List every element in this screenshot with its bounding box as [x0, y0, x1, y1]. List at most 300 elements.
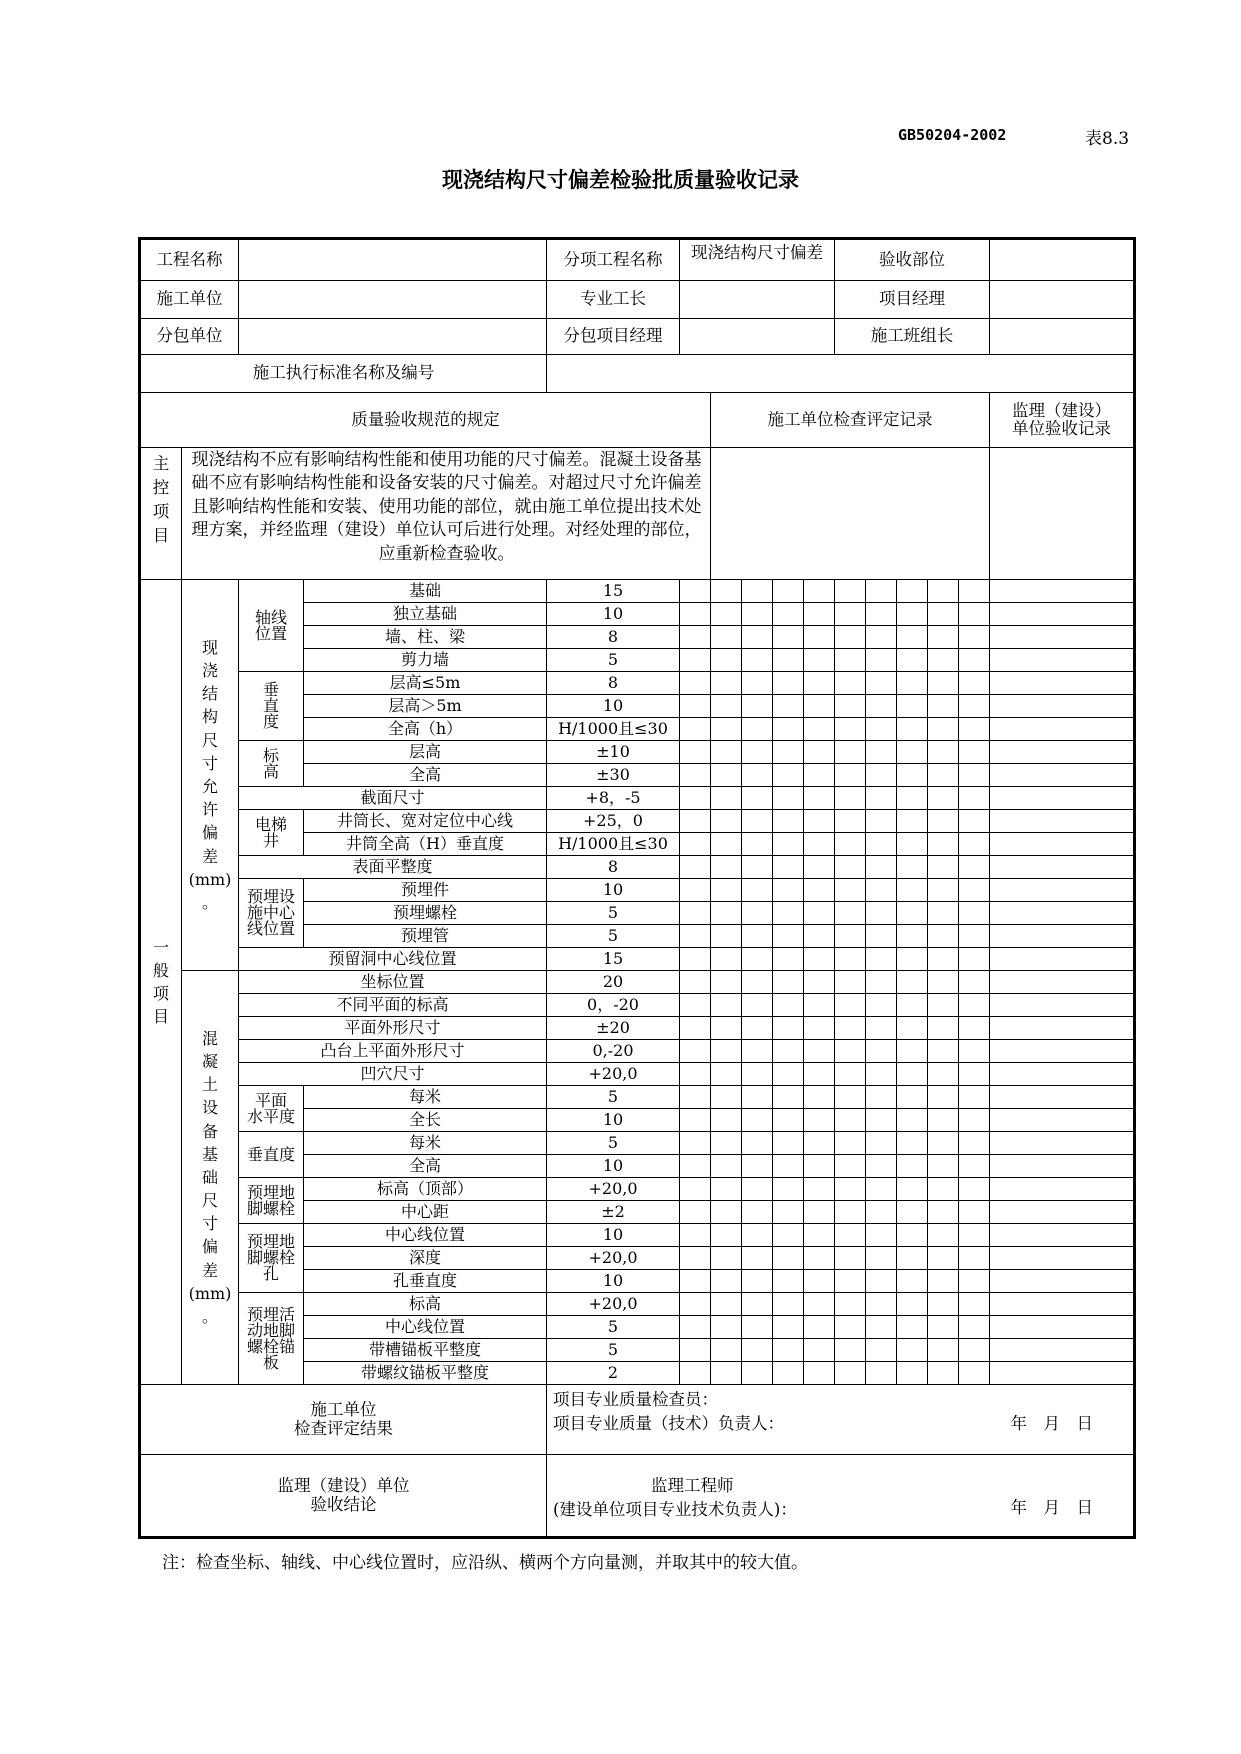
supervision-cell[interactable]: [990, 879, 1135, 902]
supervision-cell[interactable]: [990, 1224, 1135, 1247]
measurement-cell[interactable]: [711, 948, 742, 971]
measurement-cell[interactable]: [773, 1362, 804, 1385]
measurement-cell[interactable]: [897, 902, 928, 925]
supervision-cell[interactable]: [990, 741, 1135, 764]
measurement-cell[interactable]: [804, 1270, 835, 1293]
measurement-cell[interactable]: [835, 1270, 866, 1293]
measurement-cell[interactable]: [711, 810, 742, 833]
measurement-cell[interactable]: [742, 925, 773, 948]
supervision-cell[interactable]: [990, 649, 1135, 672]
supervision-cell[interactable]: [990, 856, 1135, 879]
measurement-cell[interactable]: [680, 1316, 711, 1339]
measurement-cell[interactable]: [866, 994, 897, 1017]
measurement-cell[interactable]: [804, 1017, 835, 1040]
measurement-cell[interactable]: [804, 1086, 835, 1109]
measurement-cell[interactable]: [866, 1063, 897, 1086]
measurement-cell[interactable]: [866, 1178, 897, 1201]
measurement-cell[interactable]: [742, 902, 773, 925]
measurement-cell[interactable]: [835, 1132, 866, 1155]
measurement-cell[interactable]: [773, 1201, 804, 1224]
measurement-cell[interactable]: [928, 879, 959, 902]
measurement-cell[interactable]: [742, 810, 773, 833]
measurement-cell[interactable]: [959, 1247, 990, 1270]
measurement-cell[interactable]: [866, 810, 897, 833]
measurement-cell[interactable]: [835, 764, 866, 787]
measurement-cell[interactable]: [835, 695, 866, 718]
measurement-cell[interactable]: [804, 971, 835, 994]
measurement-cell[interactable]: [835, 971, 866, 994]
measurement-cell[interactable]: [835, 879, 866, 902]
measurement-cell[interactable]: [680, 833, 711, 856]
measurement-cell[interactable]: [773, 764, 804, 787]
measurement-cell[interactable]: [897, 741, 928, 764]
measurement-cell[interactable]: [897, 1063, 928, 1086]
supervision-cell[interactable]: [990, 833, 1135, 856]
measurement-cell[interactable]: [928, 1224, 959, 1247]
measurement-cell[interactable]: [866, 833, 897, 856]
measurement-cell[interactable]: [742, 672, 773, 695]
measurement-cell[interactable]: [928, 1339, 959, 1362]
supervision-cell[interactable]: [990, 603, 1135, 626]
measurement-cell[interactable]: [804, 879, 835, 902]
measurement-cell[interactable]: [897, 1201, 928, 1224]
measurement-cell[interactable]: [897, 879, 928, 902]
measurement-cell[interactable]: [897, 1040, 928, 1063]
supervision-cell[interactable]: [990, 1201, 1135, 1224]
measurement-cell[interactable]: [742, 1178, 773, 1201]
measurement-cell[interactable]: [928, 787, 959, 810]
measurement-cell[interactable]: [711, 580, 742, 603]
measurement-cell[interactable]: [773, 741, 804, 764]
measurement-cell[interactable]: [680, 1270, 711, 1293]
measurement-cell[interactable]: [835, 718, 866, 741]
measurement-cell[interactable]: [928, 1063, 959, 1086]
measurement-cell[interactable]: [773, 1132, 804, 1155]
measurement-cell[interactable]: [773, 649, 804, 672]
measurement-cell[interactable]: [680, 649, 711, 672]
main-item-construction-record[interactable]: [711, 448, 990, 580]
measurement-cell[interactable]: [928, 1362, 959, 1385]
measurement-cell[interactable]: [680, 695, 711, 718]
measurement-cell[interactable]: [804, 1178, 835, 1201]
measurement-cell[interactable]: [804, 1109, 835, 1132]
measurement-cell[interactable]: [897, 1316, 928, 1339]
supervision-cell[interactable]: [990, 1178, 1135, 1201]
measurement-cell[interactable]: [742, 649, 773, 672]
measurement-cell[interactable]: [959, 994, 990, 1017]
measurement-cell[interactable]: [742, 1270, 773, 1293]
measurement-cell[interactable]: [680, 856, 711, 879]
measurement-cell[interactable]: [804, 833, 835, 856]
construction-result-field[interactable]: [547, 1385, 1135, 1455]
measurement-cell[interactable]: [711, 879, 742, 902]
measurement-cell[interactable]: [680, 580, 711, 603]
measurement-cell[interactable]: [680, 810, 711, 833]
measurement-cell[interactable]: [897, 810, 928, 833]
team-leader-field[interactable]: [990, 319, 1135, 355]
measurement-cell[interactable]: [773, 580, 804, 603]
measurement-cell[interactable]: [680, 741, 711, 764]
supervision-cell[interactable]: [990, 1339, 1135, 1362]
measurement-cell[interactable]: [897, 1086, 928, 1109]
measurement-cell[interactable]: [680, 1362, 711, 1385]
measurement-cell[interactable]: [835, 1362, 866, 1385]
measurement-cell[interactable]: [866, 1109, 897, 1132]
measurement-cell[interactable]: [835, 902, 866, 925]
measurement-cell[interactable]: [835, 1178, 866, 1201]
measurement-cell[interactable]: [835, 1247, 866, 1270]
measurement-cell[interactable]: [897, 1270, 928, 1293]
supervision-cell[interactable]: [990, 1063, 1135, 1086]
measurement-cell[interactable]: [680, 948, 711, 971]
measurement-cell[interactable]: [680, 1086, 711, 1109]
supervision-cell[interactable]: [990, 1316, 1135, 1339]
measurement-cell[interactable]: [928, 718, 959, 741]
measurement-cell[interactable]: [959, 1155, 990, 1178]
measurement-cell[interactable]: [928, 925, 959, 948]
measurement-cell[interactable]: [866, 971, 897, 994]
measurement-cell[interactable]: [959, 764, 990, 787]
measurement-cell[interactable]: [680, 1063, 711, 1086]
measurement-cell[interactable]: [804, 925, 835, 948]
measurement-cell[interactable]: [804, 1339, 835, 1362]
measurement-cell[interactable]: [711, 718, 742, 741]
measurement-cell[interactable]: [711, 695, 742, 718]
measurement-cell[interactable]: [773, 1178, 804, 1201]
measurement-cell[interactable]: [866, 1362, 897, 1385]
measurement-cell[interactable]: [711, 1339, 742, 1362]
measurement-cell[interactable]: [897, 787, 928, 810]
measurement-cell[interactable]: [959, 1040, 990, 1063]
measurement-cell[interactable]: [804, 649, 835, 672]
measurement-cell[interactable]: [959, 603, 990, 626]
measurement-cell[interactable]: [711, 672, 742, 695]
measurement-cell[interactable]: [928, 764, 959, 787]
supervision-cell[interactable]: [990, 1270, 1135, 1293]
measurement-cell[interactable]: [742, 741, 773, 764]
measurement-cell[interactable]: [773, 856, 804, 879]
measurement-cell[interactable]: [866, 1040, 897, 1063]
measurement-cell[interactable]: [897, 1178, 928, 1201]
measurement-cell[interactable]: [804, 672, 835, 695]
measurement-cell[interactable]: [866, 626, 897, 649]
measurement-cell[interactable]: [897, 1109, 928, 1132]
measurement-cell[interactable]: [866, 1086, 897, 1109]
supervision-cell[interactable]: [990, 948, 1135, 971]
measurement-cell[interactable]: [959, 1132, 990, 1155]
measurement-cell[interactable]: [711, 856, 742, 879]
measurement-cell[interactable]: [866, 1293, 897, 1316]
measurement-cell[interactable]: [959, 1201, 990, 1224]
measurement-cell[interactable]: [773, 672, 804, 695]
foreman-field[interactable]: [680, 281, 835, 319]
measurement-cell[interactable]: [835, 1040, 866, 1063]
measurement-cell[interactable]: [959, 741, 990, 764]
measurement-cell[interactable]: [680, 971, 711, 994]
measurement-cell[interactable]: [866, 649, 897, 672]
measurement-cell[interactable]: [959, 1270, 990, 1293]
project-name-field[interactable]: [239, 239, 547, 281]
measurement-cell[interactable]: [866, 603, 897, 626]
measurement-cell[interactable]: [680, 1224, 711, 1247]
measurement-cell[interactable]: [711, 764, 742, 787]
measurement-cell[interactable]: [804, 1155, 835, 1178]
measurement-cell[interactable]: [804, 764, 835, 787]
measurement-cell[interactable]: [804, 994, 835, 1017]
measurement-cell[interactable]: [959, 856, 990, 879]
supervision-cell[interactable]: [990, 1362, 1135, 1385]
measurement-cell[interactable]: [866, 1339, 897, 1362]
measurement-cell[interactable]: [680, 1109, 711, 1132]
supervision-cell[interactable]: [990, 1040, 1135, 1063]
measurement-cell[interactable]: [897, 1362, 928, 1385]
measurement-cell[interactable]: [835, 672, 866, 695]
measurement-cell[interactable]: [959, 672, 990, 695]
measurement-cell[interactable]: [897, 1247, 928, 1270]
measurement-cell[interactable]: [897, 695, 928, 718]
measurement-cell[interactable]: [680, 1017, 711, 1040]
measurement-cell[interactable]: [742, 994, 773, 1017]
measurement-cell[interactable]: [835, 1339, 866, 1362]
measurement-cell[interactable]: [835, 994, 866, 1017]
measurement-cell[interactable]: [959, 833, 990, 856]
measurement-cell[interactable]: [897, 1224, 928, 1247]
measurement-cell[interactable]: [742, 1293, 773, 1316]
measurement-cell[interactable]: [866, 856, 897, 879]
measurement-cell[interactable]: [742, 1132, 773, 1155]
measurement-cell[interactable]: [959, 971, 990, 994]
measurement-cell[interactable]: [928, 1247, 959, 1270]
measurement-cell[interactable]: [804, 718, 835, 741]
measurement-cell[interactable]: [773, 971, 804, 994]
measurement-cell[interactable]: [773, 1293, 804, 1316]
measurement-cell[interactable]: [866, 1247, 897, 1270]
measurement-cell[interactable]: [773, 1017, 804, 1040]
measurement-cell[interactable]: [773, 902, 804, 925]
measurement-cell[interactable]: [742, 1017, 773, 1040]
measurement-cell[interactable]: [835, 1316, 866, 1339]
measurement-cell[interactable]: [835, 810, 866, 833]
measurement-cell[interactable]: [711, 1293, 742, 1316]
measurement-cell[interactable]: [959, 1086, 990, 1109]
measurement-cell[interactable]: [711, 1247, 742, 1270]
measurement-cell[interactable]: [959, 1109, 990, 1132]
measurement-cell[interactable]: [742, 603, 773, 626]
measurement-cell[interactable]: [959, 1362, 990, 1385]
measurement-cell[interactable]: [773, 1086, 804, 1109]
measurement-cell[interactable]: [959, 902, 990, 925]
measurement-cell[interactable]: [773, 1316, 804, 1339]
measurement-cell[interactable]: [928, 1132, 959, 1155]
sub-manager-field[interactable]: [680, 319, 835, 355]
measurement-cell[interactable]: [680, 718, 711, 741]
measurement-cell[interactable]: [742, 1201, 773, 1224]
measurement-cell[interactable]: [773, 1063, 804, 1086]
measurement-cell[interactable]: [928, 1017, 959, 1040]
measurement-cell[interactable]: [711, 1178, 742, 1201]
measurement-cell[interactable]: [866, 1270, 897, 1293]
measurement-cell[interactable]: [742, 1086, 773, 1109]
measurement-cell[interactable]: [773, 1040, 804, 1063]
project-manager-field[interactable]: [990, 281, 1135, 319]
measurement-cell[interactable]: [773, 925, 804, 948]
measurement-cell[interactable]: [959, 1063, 990, 1086]
measurement-cell[interactable]: [959, 695, 990, 718]
supervision-cell[interactable]: [990, 810, 1135, 833]
measurement-cell[interactable]: [773, 695, 804, 718]
measurement-cell[interactable]: [866, 948, 897, 971]
measurement-cell[interactable]: [835, 1086, 866, 1109]
measurement-cell[interactable]: [804, 1316, 835, 1339]
measurement-cell[interactable]: [742, 1040, 773, 1063]
measurement-cell[interactable]: [928, 1155, 959, 1178]
measurement-cell[interactable]: [773, 787, 804, 810]
measurement-cell[interactable]: [897, 1339, 928, 1362]
measurement-cell[interactable]: [711, 1017, 742, 1040]
measurement-cell[interactable]: [866, 787, 897, 810]
acceptance-part-field[interactable]: [990, 239, 1135, 281]
measurement-cell[interactable]: [742, 1109, 773, 1132]
measurement-cell[interactable]: [959, 1316, 990, 1339]
measurement-cell[interactable]: [866, 580, 897, 603]
measurement-cell[interactable]: [928, 580, 959, 603]
supervision-conclusion-field[interactable]: [547, 1455, 1135, 1538]
measurement-cell[interactable]: [959, 718, 990, 741]
measurement-cell[interactable]: [804, 741, 835, 764]
measurement-cell[interactable]: [835, 580, 866, 603]
measurement-cell[interactable]: [680, 1178, 711, 1201]
measurement-cell[interactable]: [866, 718, 897, 741]
measurement-cell[interactable]: [742, 1155, 773, 1178]
measurement-cell[interactable]: [711, 649, 742, 672]
measurement-cell[interactable]: [897, 718, 928, 741]
measurement-cell[interactable]: [711, 994, 742, 1017]
measurement-cell[interactable]: [928, 994, 959, 1017]
measurement-cell[interactable]: [742, 695, 773, 718]
supervision-cell[interactable]: [990, 971, 1135, 994]
measurement-cell[interactable]: [773, 833, 804, 856]
measurement-cell[interactable]: [928, 741, 959, 764]
measurement-cell[interactable]: [866, 1224, 897, 1247]
measurement-cell[interactable]: [866, 695, 897, 718]
measurement-cell[interactable]: [959, 925, 990, 948]
measurement-cell[interactable]: [742, 1247, 773, 1270]
measurement-cell[interactable]: [742, 948, 773, 971]
subproject-value[interactable]: 现浇结构尺寸偏差: [680, 239, 835, 281]
measurement-cell[interactable]: [711, 1224, 742, 1247]
measurement-cell[interactable]: [959, 879, 990, 902]
supervision-cell[interactable]: [990, 1017, 1135, 1040]
measurement-cell[interactable]: [773, 626, 804, 649]
measurement-cell[interactable]: [959, 626, 990, 649]
measurement-cell[interactable]: [897, 626, 928, 649]
measurement-cell[interactable]: [835, 948, 866, 971]
measurement-cell[interactable]: [897, 856, 928, 879]
measurement-cell[interactable]: [866, 1155, 897, 1178]
measurement-cell[interactable]: [835, 1109, 866, 1132]
measurement-cell[interactable]: [928, 833, 959, 856]
measurement-cell[interactable]: [959, 1224, 990, 1247]
measurement-cell[interactable]: [742, 764, 773, 787]
measurement-cell[interactable]: [928, 1201, 959, 1224]
measurement-cell[interactable]: [928, 810, 959, 833]
measurement-cell[interactable]: [711, 925, 742, 948]
measurement-cell[interactable]: [835, 787, 866, 810]
measurement-cell[interactable]: [897, 971, 928, 994]
measurement-cell[interactable]: [928, 695, 959, 718]
measurement-cell[interactable]: [959, 810, 990, 833]
measurement-cell[interactable]: [742, 718, 773, 741]
measurement-cell[interactable]: [835, 626, 866, 649]
measurement-cell[interactable]: [897, 833, 928, 856]
measurement-cell[interactable]: [680, 1132, 711, 1155]
measurement-cell[interactable]: [742, 1339, 773, 1362]
measurement-cell[interactable]: [866, 1316, 897, 1339]
supervision-cell[interactable]: [990, 695, 1135, 718]
measurement-cell[interactable]: [804, 856, 835, 879]
measurement-cell[interactable]: [711, 1086, 742, 1109]
measurement-cell[interactable]: [680, 603, 711, 626]
measurement-cell[interactable]: [711, 971, 742, 994]
measurement-cell[interactable]: [773, 1109, 804, 1132]
measurement-cell[interactable]: [680, 1339, 711, 1362]
measurement-cell[interactable]: [928, 971, 959, 994]
measurement-cell[interactable]: [866, 672, 897, 695]
measurement-cell[interactable]: [866, 1201, 897, 1224]
measurement-cell[interactable]: [804, 902, 835, 925]
supervision-cell[interactable]: [990, 787, 1135, 810]
measurement-cell[interactable]: [804, 1201, 835, 1224]
measurement-cell[interactable]: [742, 626, 773, 649]
standard-field[interactable]: [547, 355, 1135, 393]
measurement-cell[interactable]: [866, 764, 897, 787]
measurement-cell[interactable]: [804, 1040, 835, 1063]
measurement-cell[interactable]: [835, 1293, 866, 1316]
measurement-cell[interactable]: [804, 695, 835, 718]
supervision-cell[interactable]: [990, 1109, 1135, 1132]
measurement-cell[interactable]: [804, 810, 835, 833]
measurement-cell[interactable]: [742, 971, 773, 994]
measurement-cell[interactable]: [680, 1293, 711, 1316]
measurement-cell[interactable]: [866, 902, 897, 925]
measurement-cell[interactable]: [680, 626, 711, 649]
measurement-cell[interactable]: [835, 1063, 866, 1086]
measurement-cell[interactable]: [835, 1201, 866, 1224]
measurement-cell[interactable]: [711, 741, 742, 764]
measurement-cell[interactable]: [711, 1316, 742, 1339]
supervision-cell[interactable]: [990, 1247, 1135, 1270]
measurement-cell[interactable]: [928, 603, 959, 626]
measurement-cell[interactable]: [897, 764, 928, 787]
measurement-cell[interactable]: [711, 1063, 742, 1086]
main-item-supervision-record[interactable]: [990, 448, 1135, 580]
measurement-cell[interactable]: [835, 856, 866, 879]
measurement-cell[interactable]: [897, 994, 928, 1017]
measurement-cell[interactable]: [680, 879, 711, 902]
measurement-cell[interactable]: [897, 1017, 928, 1040]
measurement-cell[interactable]: [742, 856, 773, 879]
measurement-cell[interactable]: [897, 948, 928, 971]
supervision-cell[interactable]: [990, 672, 1135, 695]
measurement-cell[interactable]: [959, 1339, 990, 1362]
measurement-cell[interactable]: [742, 1224, 773, 1247]
measurement-cell[interactable]: [680, 787, 711, 810]
construction-unit-field[interactable]: [239, 281, 547, 319]
measurement-cell[interactable]: [866, 741, 897, 764]
measurement-cell[interactable]: [773, 948, 804, 971]
measurement-cell[interactable]: [804, 1293, 835, 1316]
supervision-cell[interactable]: [990, 1293, 1135, 1316]
